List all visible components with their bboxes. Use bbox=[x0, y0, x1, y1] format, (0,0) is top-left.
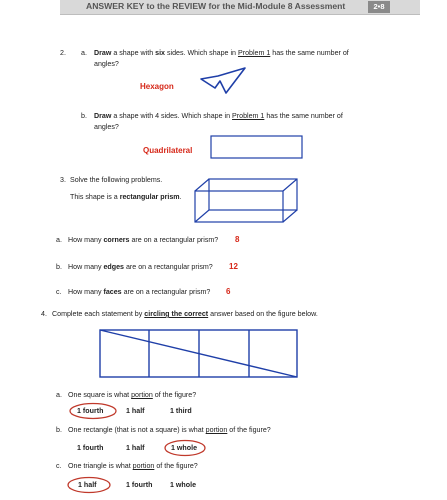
q2b-mid1: a shape with 4 sides. Which shape in bbox=[111, 112, 233, 120]
q3c-letter: c. bbox=[56, 288, 62, 296]
q4c-option-1: 1 half bbox=[78, 481, 97, 489]
q4b-option-3: 1 whole bbox=[171, 444, 198, 452]
quadrilateral-shape bbox=[211, 136, 302, 158]
q3a-post: are on a rectangular prism? bbox=[129, 236, 219, 244]
q3a-answer: 8 bbox=[235, 235, 240, 244]
q3c-bold: faces bbox=[103, 288, 122, 296]
q4a-pre: One square is what bbox=[68, 391, 132, 399]
q2a-draw: Draw bbox=[94, 49, 112, 57]
rectangular-prism-drawing bbox=[193, 177, 303, 227]
fraction-figure bbox=[99, 329, 299, 379]
q4c-post: of the figure? bbox=[154, 462, 198, 470]
q4-number: 4. bbox=[41, 310, 47, 318]
q4c-text bbox=[68, 462, 198, 471]
q2b-text bbox=[94, 112, 343, 121]
q3b-post: are on a rectangular prism? bbox=[124, 263, 213, 271]
q2a-answer: Hexagon bbox=[140, 82, 174, 91]
q4-bold: circling the correct bbox=[144, 310, 209, 318]
q4b-answer-circle bbox=[163, 439, 208, 457]
q3a-pre: How many bbox=[68, 236, 104, 244]
q3b-bold: edges bbox=[103, 263, 124, 271]
q4b-option-2: 1 half bbox=[126, 444, 145, 452]
q2a-mid2: sides. Which shape in bbox=[165, 49, 238, 57]
hexagon-shape bbox=[201, 68, 245, 93]
q2b-letter: b. bbox=[81, 112, 87, 120]
q2b-line2: angles? bbox=[94, 123, 119, 131]
q4-text bbox=[52, 310, 318, 319]
q4-post: answer based on the figure below. bbox=[208, 310, 318, 318]
q4b-pre: One rectangle (that is not a square) is what bbox=[68, 426, 206, 434]
q4b-letter: b. bbox=[56, 426, 62, 434]
q4b-option-1: 1 fourth bbox=[77, 444, 104, 452]
q4b-link: portion bbox=[205, 426, 228, 434]
q4c-option-2: 1 fourth bbox=[126, 481, 153, 489]
q3b-text bbox=[68, 263, 213, 272]
q3b-answer: 12 bbox=[229, 262, 238, 271]
q4b-text bbox=[68, 426, 271, 435]
q2-number: 2. bbox=[60, 49, 66, 57]
q3a-letter: a. bbox=[56, 236, 62, 244]
q2a-text bbox=[94, 49, 349, 58]
q2a-letter: a. bbox=[81, 49, 87, 57]
q3-shape-post: . bbox=[179, 193, 182, 201]
q3-shape-bold: rectangular prism bbox=[119, 193, 180, 201]
quadrilateral-drawing bbox=[210, 135, 305, 161]
q4a-option-2: 1 half bbox=[126, 407, 145, 415]
q3a-bold: corners bbox=[103, 236, 130, 244]
figure-lines bbox=[100, 330, 297, 377]
q4c-answer-circle bbox=[66, 476, 112, 494]
prism-edges bbox=[195, 179, 297, 222]
q2a-post: has the same number of bbox=[270, 49, 349, 57]
q3c-answer: 6 bbox=[226, 287, 231, 296]
q4a-answer-circle bbox=[68, 402, 118, 420]
q3a-text bbox=[68, 236, 218, 245]
hexagon-drawing bbox=[198, 66, 252, 96]
q3b-pre: How many bbox=[68, 263, 104, 271]
module-badge: 2•8 bbox=[368, 1, 390, 13]
q4c-link: portion bbox=[132, 462, 155, 470]
q3-shape-pre: This shape is a bbox=[70, 193, 120, 201]
q3c-text bbox=[68, 288, 210, 297]
q4c-option-3: 1 whole bbox=[170, 481, 197, 489]
q4a-option-3: 1 third bbox=[170, 407, 192, 415]
q2b-answer: Quadrilateral bbox=[143, 146, 193, 155]
q4a-text bbox=[68, 391, 196, 400]
q2b-problem-link: Problem 1 bbox=[232, 112, 265, 120]
q3-prompt: Solve the following problems. bbox=[70, 176, 163, 184]
q4a-option-1: 1 fourth bbox=[77, 407, 104, 415]
q2b-post: has the same number of bbox=[264, 112, 343, 120]
q2a-line2: angles? bbox=[94, 60, 119, 68]
q4-pre: Complete each statement by bbox=[52, 310, 145, 318]
q3c-pre: How many bbox=[68, 288, 104, 296]
q4a-link: portion bbox=[131, 391, 153, 399]
q2a-mid1: a shape with bbox=[111, 49, 156, 57]
q2b-draw: Draw bbox=[94, 112, 112, 120]
q4c-pre: One triangle is what bbox=[68, 462, 133, 470]
q3-number: 3. bbox=[60, 176, 66, 184]
q4a-post: of the figure? bbox=[152, 391, 197, 399]
q3b-letter: b. bbox=[56, 263, 62, 271]
q4b-post: of the figure? bbox=[227, 426, 271, 434]
header-title: ANSWER KEY to the REVIEW for the Mid-Module 8 Assessment bbox=[86, 1, 346, 11]
q3-shape-text bbox=[70, 193, 182, 202]
q4a-letter: a. bbox=[56, 391, 62, 399]
q4c-letter: c. bbox=[56, 462, 62, 470]
q2a-problem-link: Problem 1 bbox=[237, 49, 271, 57]
q3c-post: are on a rectangular prism? bbox=[121, 288, 211, 296]
q2a-six: six bbox=[155, 49, 166, 57]
